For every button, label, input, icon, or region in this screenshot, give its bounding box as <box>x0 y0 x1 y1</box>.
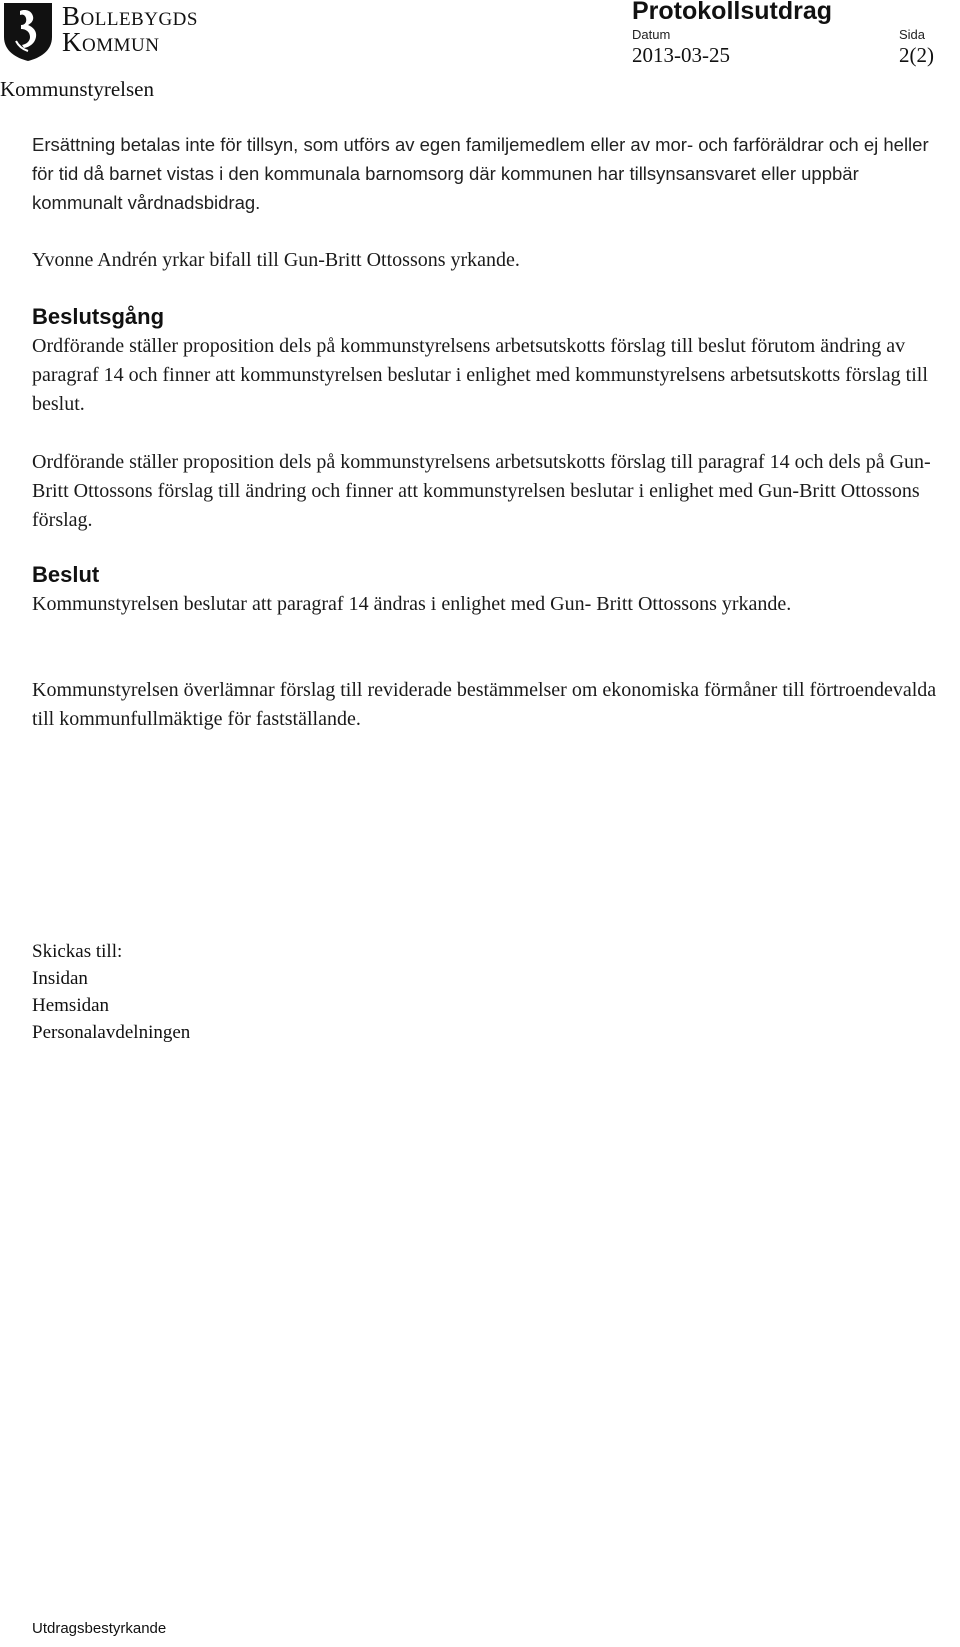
municipal-shield-icon <box>2 1 54 62</box>
document-title: Protokollsutdrag <box>632 0 833 25</box>
paragraph-beslutsgang-2: Ordförande ställer proposition dels på kommunstyrelsens arbetsutskotts förslag till paragraf 14 och dels på Gun-Britt Ottossons förslag till ändring och finner att kommunstyrelsen beslutar i enlighet med Gun-Britt Ottossons förslag. <box>32 451 931 531</box>
logo-text-line1: Bollebygds <box>62 1 198 31</box>
paragraph-ersattning: Ersättning betalas inte för tillsyn, som utförs av egen familjemedlem eller av mor- och farföräldrar och ej heller för tid då barnet vistas i den kommunala barnomsorg där kommunen har tillsynsansvaret eller uppbär kommunalt vårdnadsbidrag. <box>32 134 929 213</box>
heading-beslut: Beslut <box>32 562 100 587</box>
municipality-logo <box>2 1 232 63</box>
footer-certification: Utdragsbestyrkande <box>32 1620 167 1637</box>
date-value: 2013-03-25 <box>632 43 730 67</box>
recipient-item: Personalavdelningen <box>32 1022 191 1043</box>
paragraph-beslut-1: Kommunstyrelsen beslutar att paragraf 14 ändras i enlighet med Gun- Britt Ottossons yrkande. <box>32 593 792 615</box>
logo-text-line2: Kommun <box>62 27 160 57</box>
paragraph-beslutsgang-1: Ordförande ställer proposition dels på kommunstyrelsens arbetsutskotts förslag till beslut förutom ändring av paragraf 14 och finner att kommunstyrelsen beslutar i enlighet med kommunstyrelsens arbetsutskotts förslag till beslut. <box>32 335 928 415</box>
date-label: Datum <box>632 27 671 42</box>
heading-beslutsgang: Beslutsgång <box>32 304 165 329</box>
recipient-item: Hemsidan <box>32 995 110 1016</box>
recipients-list <box>32 938 190 1046</box>
organization-name: Kommunstyrelsen <box>0 77 154 101</box>
recipient-item: Insidan <box>32 968 88 989</box>
paragraph-yrkande: Yvonne Andrén yrkar bifall till Gun-Britt Ottossons yrkande. <box>32 249 520 271</box>
page-label: Sida <box>899 27 926 42</box>
page-number: 2(2) <box>899 43 934 67</box>
paragraph-beslut-2: Kommunstyrelsen överlämnar förslag till reviderade bestämmelser om ekonomiska förmåner till förtroendevalda till kommunfullmäktige för fastställande. <box>32 679 937 730</box>
recipients-label: Skickas till: <box>32 941 123 962</box>
